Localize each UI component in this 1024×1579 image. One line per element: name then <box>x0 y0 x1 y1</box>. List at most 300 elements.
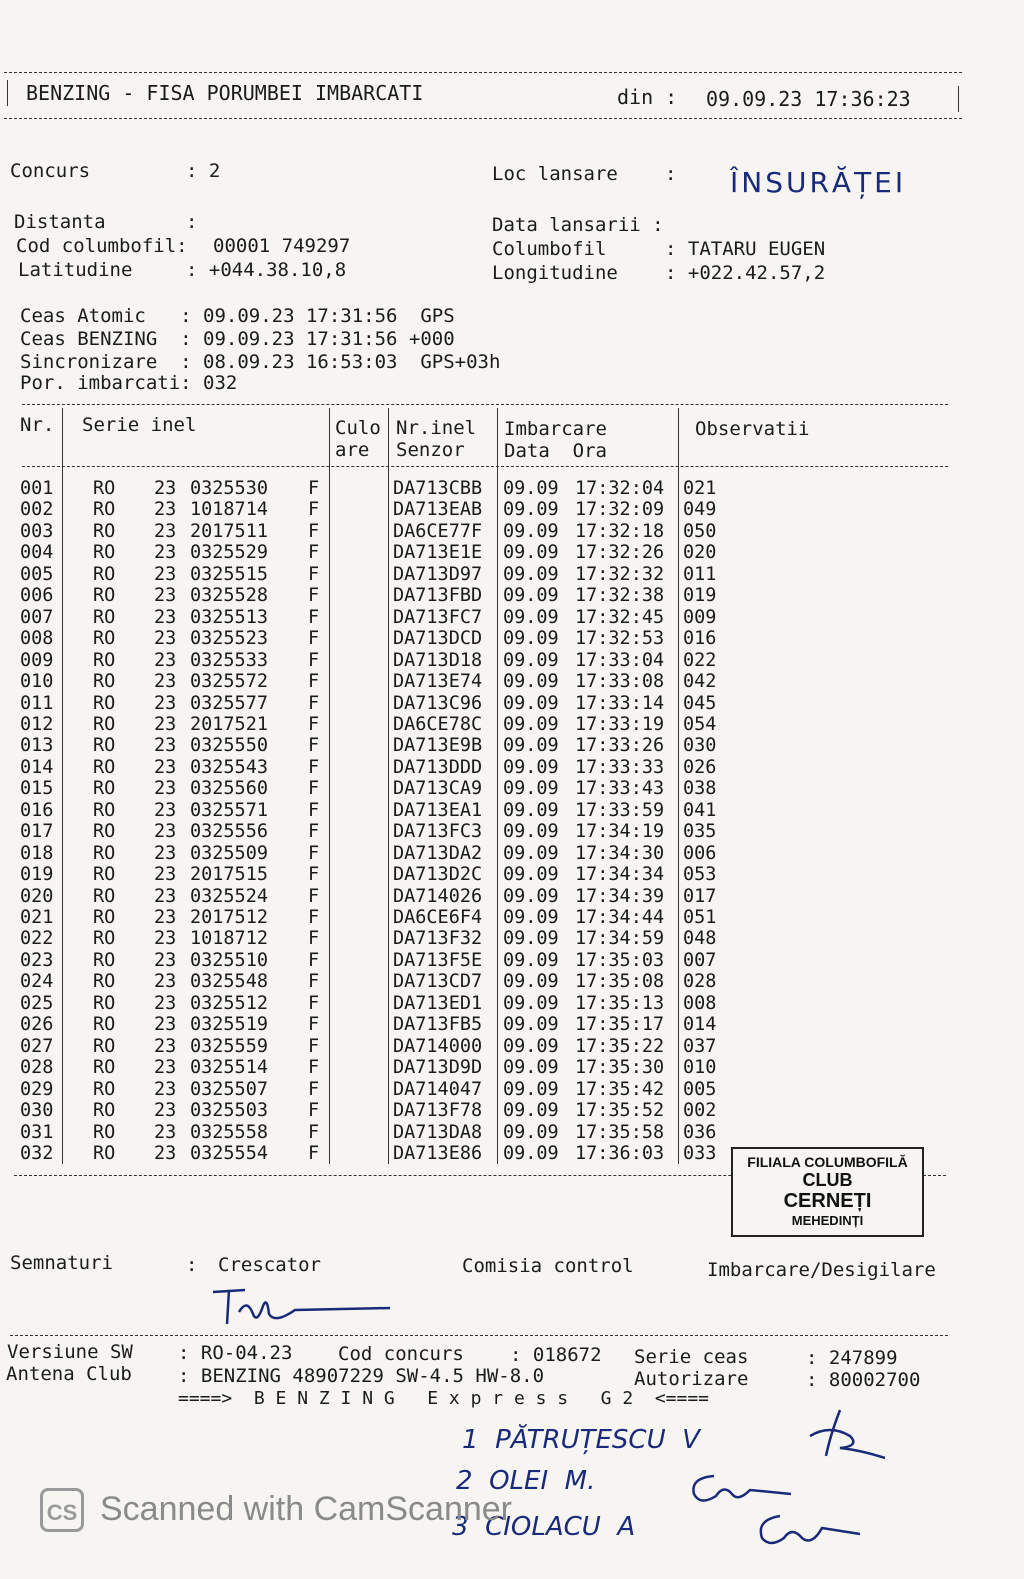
row-sensor: DA713D9D <box>393 1057 483 1079</box>
handwritten-line-3: 3 CIOLACU A <box>452 1512 636 1542</box>
table-top-rule <box>22 404 948 405</box>
row-nr: 030 <box>20 1100 54 1122</box>
row-date: 09.09 <box>503 542 559 564</box>
row-sensor: DA713CA9 <box>393 778 483 800</box>
row-nr: 027 <box>20 1035 54 1057</box>
row-sensor: DA713ED1 <box>393 992 483 1014</box>
row-observatii: 045 <box>683 692 717 714</box>
table-row <box>0 778 1024 799</box>
row-nr: 002 <box>20 499 54 521</box>
row-nr: 009 <box>20 649 54 671</box>
col-serie-header: Serie inel <box>82 414 197 436</box>
row-sex: F <box>308 1014 320 1036</box>
row-country: RO <box>93 1142 116 1164</box>
row-observatii: 021 <box>683 478 717 499</box>
row-observatii: 005 <box>683 1078 717 1100</box>
row-sex: F <box>308 542 320 564</box>
row-observatii: 041 <box>683 799 717 821</box>
table-row <box>0 735 1024 756</box>
header-top-rule <box>4 72 962 73</box>
row-nr: 008 <box>20 628 54 650</box>
versiune-label: Versiune SW <box>7 1341 133 1363</box>
col-culoare-header-1: Culo <box>335 417 381 439</box>
row-observatii: 035 <box>683 821 717 843</box>
header-bottom-rule <box>4 118 962 119</box>
row-nr: 004 <box>20 542 54 564</box>
row-country: RO <box>93 1121 116 1143</box>
row-nr: 020 <box>20 885 54 907</box>
handwritten-line-2: 2 OLEI M. <box>456 1466 596 1496</box>
table-row <box>0 607 1024 628</box>
imbarcare-desigilare-label: Imbarcare/Desigilare <box>707 1259 936 1281</box>
row-sex: F <box>308 520 320 542</box>
row-country: RO <box>93 971 116 993</box>
columbofil-value: : TATARU EUGEN <box>665 238 826 260</box>
row-observatii: 014 <box>683 1014 717 1036</box>
row-observatii: 008 <box>683 992 717 1014</box>
row-observatii: 006 <box>683 842 717 864</box>
row-nr: 018 <box>20 842 54 864</box>
row-country: RO <box>93 907 116 928</box>
row-date: 09.09 <box>503 799 559 821</box>
row-ring: 0325559 <box>190 1035 268 1057</box>
row-sensor: DA714000 <box>393 1035 483 1057</box>
row-time: 17:32:45 <box>575 606 665 628</box>
row-ring: 0325503 <box>190 1100 268 1122</box>
row-nr: 032 <box>20 1142 54 1164</box>
row-sex: F <box>308 864 320 886</box>
row-ring: 0325513 <box>190 606 268 628</box>
row-year: 23 <box>154 1057 177 1079</box>
row-ring: 1018714 <box>190 499 268 521</box>
porumbei-imbarcati: Por. imbarcati: 032 <box>20 372 238 394</box>
row-sensor: DA713DCD <box>393 628 483 650</box>
row-time: 17:32:53 <box>575 628 665 650</box>
loc-label: Loc lansare <box>492 163 618 185</box>
row-sensor: DA713EA1 <box>393 799 483 821</box>
table-row <box>0 650 1024 671</box>
row-year: 23 <box>154 1078 177 1100</box>
col-imbarcare-header-1: Imbarcare <box>504 418 607 440</box>
row-time: 17:32:38 <box>575 585 665 607</box>
row-country: RO <box>93 563 116 585</box>
row-sex: F <box>308 821 320 843</box>
table-row <box>0 993 1024 1014</box>
table-row <box>0 1079 1024 1100</box>
ceas-benzing: Ceas BENZING : 09.09.23 17:31:56 +000 <box>20 328 455 350</box>
row-nr: 022 <box>20 928 54 950</box>
row-ring: 0325548 <box>190 971 268 993</box>
semnaturi-label: Semnaturi <box>10 1252 113 1274</box>
row-country: RO <box>93 713 116 735</box>
row-observatii: 009 <box>683 606 717 628</box>
row-observatii: 022 <box>683 649 717 671</box>
row-sensor: DA713E86 <box>393 1142 483 1164</box>
row-sensor: DA713F32 <box>393 928 483 950</box>
col-imbarcare-header-2: Data Ora <box>504 440 607 462</box>
row-ring: 2017512 <box>190 907 268 928</box>
row-sex: F <box>308 778 320 800</box>
row-year: 23 <box>154 499 177 521</box>
table-row <box>0 800 1024 821</box>
row-sex: F <box>308 992 320 1014</box>
row-ring: 0325528 <box>190 585 268 607</box>
row-date: 09.09 <box>503 949 559 971</box>
row-time: 17:33:26 <box>575 735 665 757</box>
row-observatii: 007 <box>683 949 717 971</box>
table-header-rule <box>22 466 948 467</box>
row-date: 09.09 <box>503 692 559 714</box>
row-observatii: 010 <box>683 1057 717 1079</box>
row-sex: F <box>308 1100 320 1122</box>
row-date: 09.09 <box>503 885 559 907</box>
row-year: 23 <box>154 971 177 993</box>
header-right-bar <box>958 86 959 112</box>
footer-rule <box>10 1335 948 1336</box>
row-time: 17:35:22 <box>575 1035 665 1057</box>
row-time: 17:32:09 <box>575 499 665 521</box>
concurs-value: : 2 <box>186 160 221 182</box>
row-ring: 0325515 <box>190 563 268 585</box>
row-sensor: DA713EAB <box>393 499 483 521</box>
club-stamp <box>731 1147 924 1237</box>
row-date: 09.09 <box>503 821 559 843</box>
table-row <box>0 1100 1024 1121</box>
row-ring: 0325509 <box>190 842 268 864</box>
row-year: 23 <box>154 1142 177 1164</box>
row-date: 09.09 <box>503 563 559 585</box>
row-date: 09.09 <box>503 520 559 542</box>
row-year: 23 <box>154 520 177 542</box>
lat-value: : +044.38.10,8 <box>186 259 347 281</box>
row-country: RO <box>93 542 116 564</box>
row-year: 23 <box>154 713 177 735</box>
row-nr: 024 <box>20 971 54 993</box>
row-observatii: 017 <box>683 885 717 907</box>
table-row <box>0 971 1024 992</box>
row-sensor: DA713D18 <box>393 649 483 671</box>
table-row <box>0 907 1024 928</box>
data-lansarii-label: Data lansarii : <box>492 214 664 236</box>
row-country: RO <box>93 821 116 843</box>
row-nr: 021 <box>20 907 54 928</box>
handwritten-signature-2 <box>686 1468 796 1508</box>
row-year: 23 <box>154 799 177 821</box>
row-sensor: DA713C96 <box>393 692 483 714</box>
row-sensor: DA713FBD <box>393 585 483 607</box>
row-date: 09.09 <box>503 842 559 864</box>
row-date: 09.09 <box>503 928 559 950</box>
stamp-line-2: CLUB <box>802 1170 853 1190</box>
row-year: 23 <box>154 928 177 950</box>
row-sex: F <box>308 499 320 521</box>
row-time: 17:35:52 <box>575 1100 665 1122</box>
row-sex: F <box>308 907 320 928</box>
row-observatii: 016 <box>683 628 717 650</box>
row-country: RO <box>93 499 116 521</box>
loc-value-handwritten: ÎNSURĂȚEI <box>730 166 907 199</box>
row-year: 23 <box>154 949 177 971</box>
table-row <box>0 821 1024 842</box>
row-ring: 2017515 <box>190 864 268 886</box>
row-country: RO <box>93 1078 116 1100</box>
row-ring: 0325571 <box>190 799 268 821</box>
row-observatii: 042 <box>683 671 717 693</box>
row-sensor: DA714047 <box>393 1078 483 1100</box>
row-date: 09.09 <box>503 735 559 757</box>
row-ring: 0325512 <box>190 992 268 1014</box>
cod-concurs-label: Cod concurs <box>338 1343 464 1365</box>
row-nr: 012 <box>20 713 54 735</box>
stamp-line-3: CERNEȚI <box>783 1190 872 1212</box>
comisia-label: Comisia control <box>462 1255 634 1277</box>
row-date: 09.09 <box>503 628 559 650</box>
columbofil-label: Columbofil <box>492 238 607 260</box>
row-sensor: DA713DA8 <box>393 1121 483 1143</box>
row-nr: 019 <box>20 864 54 886</box>
row-sex: F <box>308 971 320 993</box>
row-year: 23 <box>154 992 177 1014</box>
row-observatii: 020 <box>683 542 717 564</box>
row-time: 17:33:08 <box>575 671 665 693</box>
row-nr: 007 <box>20 606 54 628</box>
table-row <box>0 693 1024 714</box>
loc-colon: : <box>665 163 677 185</box>
row-observatii: 037 <box>683 1035 717 1057</box>
row-observatii: 011 <box>683 563 717 585</box>
row-nr: 010 <box>20 671 54 693</box>
row-country: RO <box>93 585 116 607</box>
row-ring: 0325510 <box>190 949 268 971</box>
antena-value: : BENZING 48907229 SW-4.5 HW-8.0 <box>178 1365 545 1387</box>
row-ring: 0325558 <box>190 1121 268 1143</box>
row-sensor: DA713D97 <box>393 563 483 585</box>
row-country: RO <box>93 649 116 671</box>
row-time: 17:33:14 <box>575 692 665 714</box>
row-time: 17:36:03 <box>575 1142 665 1164</box>
row-sex: F <box>308 885 320 907</box>
row-ring: 2017521 <box>190 713 268 735</box>
row-ring: 0325529 <box>190 542 268 564</box>
row-time: 17:35:17 <box>575 1014 665 1036</box>
row-year: 23 <box>154 1100 177 1122</box>
long-value: : +022.42.57,2 <box>665 262 826 284</box>
handwritten-signature-3 <box>752 1508 862 1552</box>
cod-value: 00001 749297 <box>213 235 351 257</box>
table-row <box>0 886 1024 907</box>
row-sensor: DA713FB5 <box>393 1014 483 1036</box>
camscanner-logo-icon: CS <box>40 1488 84 1532</box>
row-observatii: 049 <box>683 499 717 521</box>
row-date: 09.09 <box>503 606 559 628</box>
row-sex: F <box>308 928 320 950</box>
row-sex: F <box>308 671 320 693</box>
row-nr: 013 <box>20 735 54 757</box>
row-date: 09.09 <box>503 585 559 607</box>
distanta-value: : <box>186 211 198 233</box>
row-time: 17:34:39 <box>575 885 665 907</box>
row-year: 23 <box>154 692 177 714</box>
row-date: 09.09 <box>503 1014 559 1036</box>
row-sex: F <box>308 585 320 607</box>
row-date: 09.09 <box>503 499 559 521</box>
row-year: 23 <box>154 756 177 778</box>
stamp-line-4: MEHEDINȚI <box>791 1213 864 1228</box>
row-date: 09.09 <box>503 864 559 886</box>
semnaturi-colon: : <box>186 1254 198 1276</box>
row-sex: F <box>308 1057 320 1079</box>
row-time: 17:33:19 <box>575 713 665 735</box>
row-sensor: DA713E74 <box>393 671 483 693</box>
row-country: RO <box>93 928 116 950</box>
row-country: RO <box>93 949 116 971</box>
table-row <box>0 521 1024 542</box>
row-observatii: 048 <box>683 928 717 950</box>
row-observatii: 053 <box>683 864 717 886</box>
row-nr: 014 <box>20 756 54 778</box>
row-sex: F <box>308 842 320 864</box>
row-nr: 023 <box>20 949 54 971</box>
row-nr: 017 <box>20 821 54 843</box>
document-title: BENZING - FISA PORUMBEI IMBARCATI <box>26 81 424 105</box>
row-year: 23 <box>154 821 177 843</box>
row-time: 17:32:32 <box>575 563 665 585</box>
row-date: 09.09 <box>503 671 559 693</box>
row-nr: 025 <box>20 992 54 1014</box>
row-date: 09.09 <box>503 478 559 499</box>
row-observatii: 002 <box>683 1100 717 1122</box>
row-nr: 016 <box>20 799 54 821</box>
table-row <box>0 864 1024 885</box>
row-year: 23 <box>154 864 177 886</box>
crescator-label: Crescator <box>218 1254 321 1276</box>
row-date: 09.09 <box>503 756 559 778</box>
lat-label: Latitudine <box>18 259 133 281</box>
row-sex: F <box>308 649 320 671</box>
table-row <box>0 1014 1024 1035</box>
row-nr: 031 <box>20 1121 54 1143</box>
row-ring: 0325519 <box>190 1014 268 1036</box>
row-sex: F <box>308 606 320 628</box>
row-nr: 011 <box>20 692 54 714</box>
row-year: 23 <box>154 585 177 607</box>
row-sex: F <box>308 1078 320 1100</box>
row-ring: 0325507 <box>190 1078 268 1100</box>
table-row <box>0 671 1024 692</box>
table-row <box>0 628 1024 649</box>
concurs-label: Concurs <box>10 160 91 182</box>
row-ring: 0325523 <box>190 628 268 650</box>
autorizare-label: Autorizare <box>634 1368 749 1390</box>
row-time: 17:35:42 <box>575 1078 665 1100</box>
row-date: 09.09 <box>503 992 559 1014</box>
row-year: 23 <box>154 907 177 928</box>
row-country: RO <box>93 1014 116 1036</box>
row-sex: F <box>308 628 320 650</box>
row-date: 09.09 <box>503 1100 559 1122</box>
row-country: RO <box>93 1100 116 1122</box>
row-nr: 005 <box>20 563 54 585</box>
row-country: RO <box>93 606 116 628</box>
row-observatii: 038 <box>683 778 717 800</box>
table-row <box>0 1036 1024 1057</box>
row-country: RO <box>93 520 116 542</box>
row-observatii: 026 <box>683 756 717 778</box>
row-observatii: 028 <box>683 971 717 993</box>
row-ring: 0325577 <box>190 692 268 714</box>
row-year: 23 <box>154 778 177 800</box>
row-ring: 2017511 <box>190 520 268 542</box>
row-sex: F <box>308 1035 320 1057</box>
serie-ceas-label: Serie ceas <box>634 1346 749 1368</box>
row-time: 17:33:04 <box>575 649 665 671</box>
row-sex: F <box>308 756 320 778</box>
row-year: 23 <box>154 606 177 628</box>
ceas-atomic: Ceas Atomic : 09.09.23 17:31:56 GPS <box>20 305 455 327</box>
row-sensor: DA713DA2 <box>393 842 483 864</box>
row-country: RO <box>93 885 116 907</box>
row-sex: F <box>308 735 320 757</box>
col-observatii-header: Observatii <box>695 418 810 440</box>
row-date: 09.09 <box>503 1142 559 1164</box>
row-sensor: DA713DDD <box>393 756 483 778</box>
row-nr: 028 <box>20 1057 54 1079</box>
din-label: din : <box>617 85 678 109</box>
row-observatii: 036 <box>683 1121 717 1143</box>
row-sensor: DA713FC3 <box>393 821 483 843</box>
row-year: 23 <box>154 563 177 585</box>
row-sensor: DA6CE6F4 <box>393 907 483 928</box>
row-nr: 029 <box>20 1078 54 1100</box>
row-ring: 0325524 <box>190 885 268 907</box>
row-time: 17:35:30 <box>575 1057 665 1079</box>
row-date: 09.09 <box>503 971 559 993</box>
row-time: 17:32:18 <box>575 520 665 542</box>
table-row <box>0 950 1024 971</box>
row-sensor: DA713E1E <box>393 542 483 564</box>
row-time: 17:33:33 <box>575 756 665 778</box>
row-ring: 0325530 <box>190 478 268 499</box>
versiune-value: : RO-04.23 <box>178 1342 293 1364</box>
handwritten-signature-1 <box>800 1406 890 1466</box>
row-year: 23 <box>154 478 177 499</box>
row-time: 17:35:58 <box>575 1121 665 1143</box>
row-date: 09.09 <box>503 1057 559 1079</box>
row-year: 23 <box>154 542 177 564</box>
row-time: 17:34:19 <box>575 821 665 843</box>
autorizare-value: : 80002700 <box>806 1369 921 1391</box>
table-row <box>0 843 1024 864</box>
table-row <box>0 478 1024 499</box>
table-row <box>0 1122 1024 1143</box>
row-country: RO <box>93 735 116 757</box>
row-ring: 0325550 <box>190 735 268 757</box>
row-ring: 0325560 <box>190 778 268 800</box>
row-country: RO <box>93 692 116 714</box>
col-nrinel-header-1: Nr.inel <box>396 417 477 439</box>
din-value: 09.09.23 17:36:23 <box>706 87 911 111</box>
row-observatii: 051 <box>683 907 717 928</box>
handwritten-line-1: 1 PĂTRUȚESCU V <box>462 1425 700 1455</box>
row-time: 17:34:44 <box>575 907 665 928</box>
table-row <box>0 564 1024 585</box>
row-sex: F <box>308 1142 320 1164</box>
row-year: 23 <box>154 842 177 864</box>
row-year: 23 <box>154 1121 177 1143</box>
row-observatii: 050 <box>683 520 717 542</box>
row-sex: F <box>308 692 320 714</box>
table-row <box>0 928 1024 949</box>
